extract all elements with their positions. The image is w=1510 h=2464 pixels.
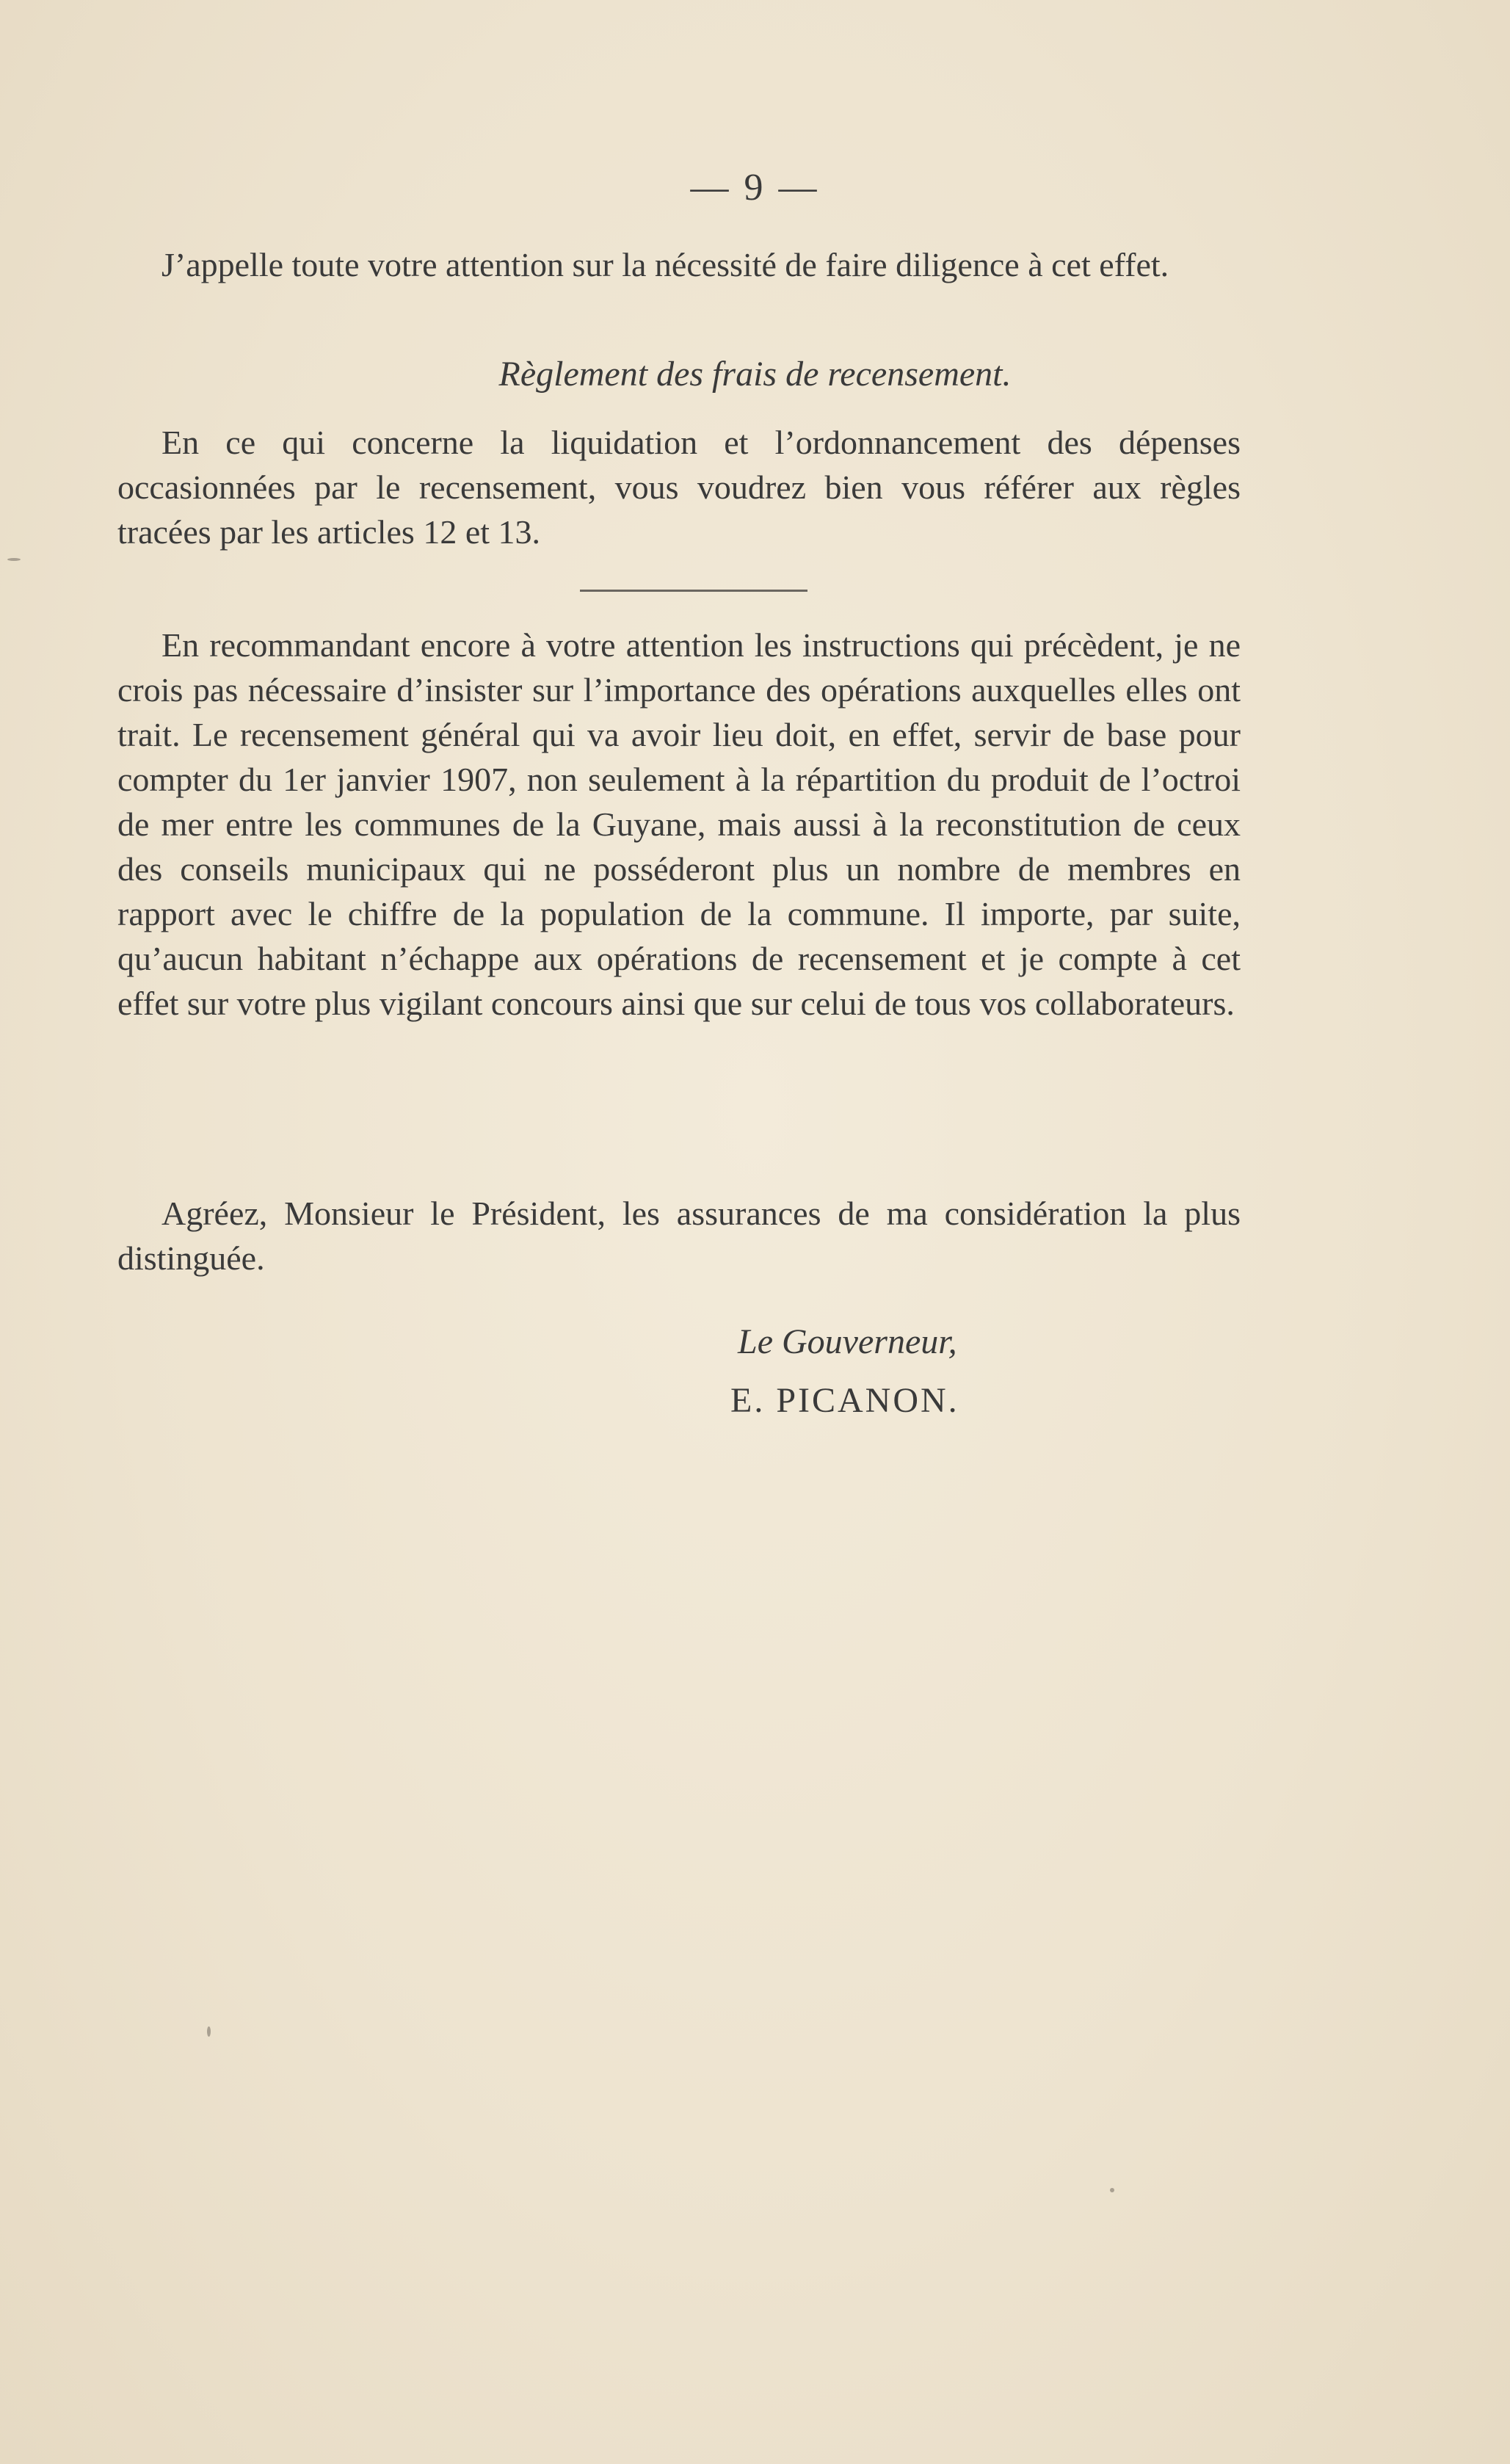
signature-title: Le Gouverneur, bbox=[738, 1322, 957, 1361]
section-heading: Règlement des frais de recensement. bbox=[498, 355, 1012, 394]
paragraph-text: J’appelle toute votre attention sur la nécessité de faire diligence à cet effet. bbox=[161, 246, 1169, 283]
paper-speck bbox=[7, 558, 21, 561]
paragraph-reglement bbox=[117, 420, 1241, 554]
section-divider bbox=[580, 590, 807, 592]
signature-name: E. PICANON. bbox=[730, 1381, 959, 1420]
paragraph-intro bbox=[117, 242, 1241, 287]
paragraph-text: Agréez, Monsieur le Président, les assurances de ma considération la plus distinguée. bbox=[117, 1195, 1241, 1277]
paper-speck bbox=[207, 2026, 211, 2037]
page-number: — 9 — bbox=[690, 167, 820, 209]
paper-speck bbox=[1110, 2188, 1114, 2192]
paragraph-text: En ce qui concerne la liquidation et l’ordonnancement des dépenses occasionnées par le recensement, vous voudrez bien vous référer aux règles tracées par les articles 12 et 13. bbox=[117, 424, 1241, 551]
paragraph-text: En recommandant encore à votre attention les instructions qui précèdent, je ne crois pas nécessaire d’insister sur l’importance des opérations auxquelles elles ont trait. Le recensement général qui va avoir lieu doit, en effet, servir de base pour compter du 1er janvier 1907, non seulement à la répartition du produit de l’octroi de mer entre les communes de la Guyane, mais aussi à la reconstitution de ceux des conseils municipaux qui ne posséderont plus un nombre de membres en rapport avec le chiffre de la population de la commune. Il importe, par suite, qu’aucun habitant n’échappe aux opérations de recensement et je compte à cet effet sur votre plus vigilant concours ainsi que sur celui de tous vos collaborateurs. bbox=[117, 626, 1241, 1022]
paragraph-salutation bbox=[117, 1191, 1241, 1280]
paragraph-recommandation bbox=[117, 623, 1241, 1026]
